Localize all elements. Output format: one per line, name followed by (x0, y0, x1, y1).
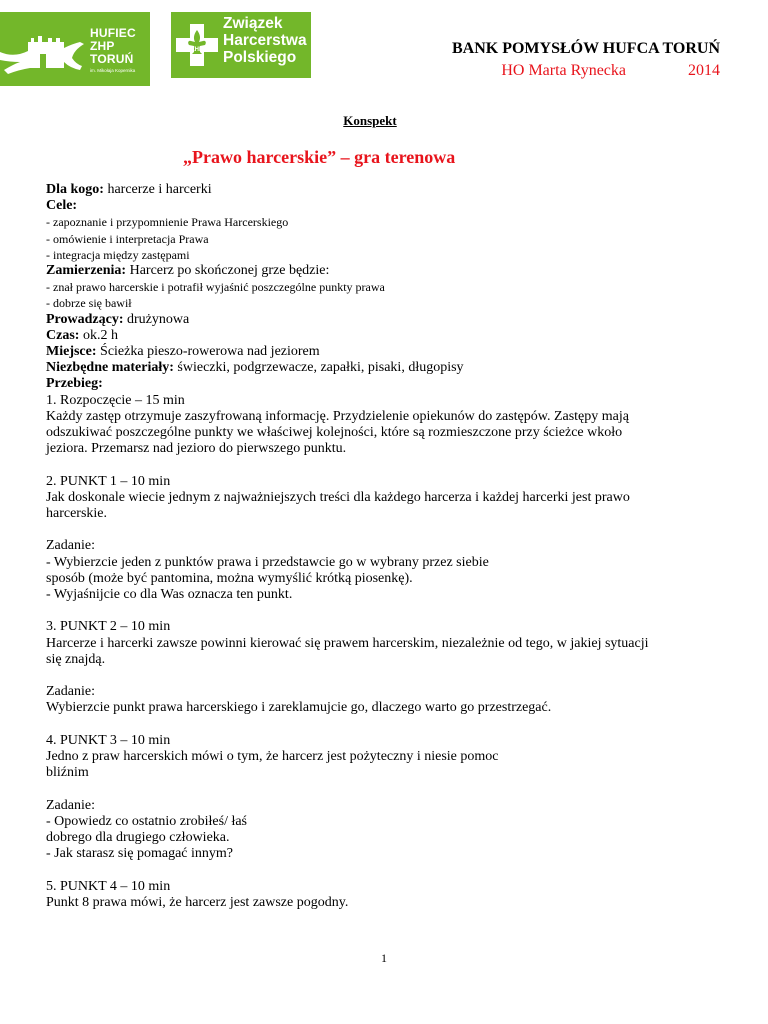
paragraph-line: odszukiwać poszczególne punkty we właściwej kolejności, które są rozmieszczone przy ścieżce wkoło (46, 425, 623, 441)
field-value: Ścieżka pieszo-rowerowa nad jeziorem (96, 344, 320, 360)
field-value: harcerze i harcerki (103, 182, 212, 197)
task-label: Zadanie: (46, 538, 95, 554)
field-label: Dla kogo: (46, 182, 104, 197)
paragraph-line: Jak doskonale wiecie jednym z najważniejszych treści dla każdego harcerza i każdej harcerki jest prawo (46, 489, 630, 505)
section-heading: 5. PUNKT 4 – 10 min (46, 878, 171, 894)
task-line: dobrego dla drugiego człowieka. (46, 830, 230, 846)
paragraph-line: jeziora. Przemarsz nad jezioro do pierwszego punktu. (46, 441, 347, 457)
hufiec-logo-line1: HUFIEC (90, 26, 136, 40)
task-line: Wybierzcie punkt prawa harcerskiego i zareklamujcie go, dlaczego warto go przestrzegać. (46, 700, 552, 716)
goals-row (46, 198, 736, 214)
task-label: Zadanie: (46, 797, 95, 813)
paragraph-line: Harcerze i harcerki zawsze powinni kierować się prawem harcerskim, niezależnie od tego, w jakiej sytuacji (46, 635, 649, 651)
hufiec-logo-line4: im. Mikołaja Kopernika (90, 68, 136, 73)
list-item: - znał prawo harcerskie i potrafił wyjaśnić poszczególne punkty prawa (46, 280, 385, 295)
field-label: Cele: (46, 198, 78, 214)
document-body (46, 182, 736, 911)
task-line: - Wybierzcie jeden z punktów prawa i przedstawcie go w wybrany przez siebie (46, 554, 489, 570)
section-heading: 2. PUNKT 1 – 10 min (46, 473, 171, 489)
field-label: Czas: (46, 327, 80, 343)
task-label: Zadanie: (46, 684, 95, 700)
for-whom-row (46, 182, 736, 198)
field-label: Prowadzący: (46, 311, 124, 327)
paragraph-line: bliźnim (46, 765, 89, 781)
paragraph-line: harcerskie. (46, 506, 108, 522)
place-row (46, 344, 736, 360)
svg-text:ZHP: ZHP (191, 47, 203, 53)
hufiec-logo-line3: TORUŃ (90, 52, 134, 66)
field-value: ok.2 h (79, 327, 118, 343)
paragraph-line: Każdy zastęp otrzymuje zaszyfrowaną informację. Przydzielenie opiekunów do zastępów. Zastępy mają (46, 408, 629, 424)
hufiec-logo (0, 12, 150, 86)
document-title: „Prawo harcerskie” – gra terenowa (183, 147, 456, 167)
castle-icon (0, 34, 84, 74)
time-row (46, 328, 736, 344)
field-label: Niezbędne materiały: (46, 360, 174, 376)
zhp-logo-line1: Związek (223, 15, 283, 32)
bank-title: BANK POMYSŁÓW HUFCA TORUŃ (451, 40, 720, 57)
paragraph-line: Jedno z praw harcerskich mówi o tym, że harcerz jest pożyteczny i niesie pomoc (46, 749, 499, 765)
intentions-row (46, 263, 736, 279)
task-line: - Opowiedz co ostatnio zrobiłeś/ łaś (46, 813, 248, 829)
field-value: Harcerz po skończonej grze będzie: (126, 263, 330, 279)
list-item: - integracja między zastępami (46, 247, 190, 262)
task-line: sposób (może być pantomina, można wymyślić krótką piosenkę). (46, 570, 413, 586)
page-number: 1 (381, 951, 387, 965)
course-row (46, 376, 736, 392)
zhp-logo-line2: Harcerstwa (223, 32, 307, 49)
konspekt-heading: Konspekt (343, 113, 397, 128)
author-name: HO Marta Rynecka (501, 62, 626, 79)
paragraph-line: się znajdą. (46, 651, 106, 667)
task-line: - Wyjaśnijcie co dla Was oznacza ten punkt. (46, 587, 293, 603)
field-label: Zamierzenia: (46, 263, 127, 279)
task-line: - Jak starasz się pomagać innym? (46, 846, 233, 862)
field-value: świeczki, podgrzewacze, zapałki, pisaki, długopisy (173, 360, 464, 376)
list-item: - zapoznanie i przypomnienie Prawa Harcerskiego (46, 215, 289, 230)
section-heading: 4. PUNKT 3 – 10 min (46, 732, 171, 748)
zhp-logo (171, 12, 311, 78)
section-heading: 1. Rozpoczęcie – 15 min (46, 392, 185, 408)
field-value: drużynowa (123, 311, 190, 327)
hufiec-logo-line2: ZHP (90, 39, 115, 53)
list-item: - dobrze się bawił (46, 296, 132, 311)
section-heading: 3. PUNKT 2 – 10 min (46, 619, 171, 635)
list-item: - omówienie i interpretacja Prawa (46, 231, 209, 246)
paragraph-line: Punkt 8 prawa mówi, że harcerz jest zawsze pogodny. (46, 894, 349, 910)
zhp-logo-line3: Polskiego (223, 49, 297, 66)
materials-row (46, 360, 736, 376)
year: 2014 (688, 62, 720, 79)
fleur-de-lis-cross-icon (174, 22, 220, 68)
field-label: Miejsce: (46, 344, 97, 360)
leader-row (46, 312, 736, 328)
field-label: Przebieg: (46, 376, 103, 392)
author-line (390, 62, 720, 80)
